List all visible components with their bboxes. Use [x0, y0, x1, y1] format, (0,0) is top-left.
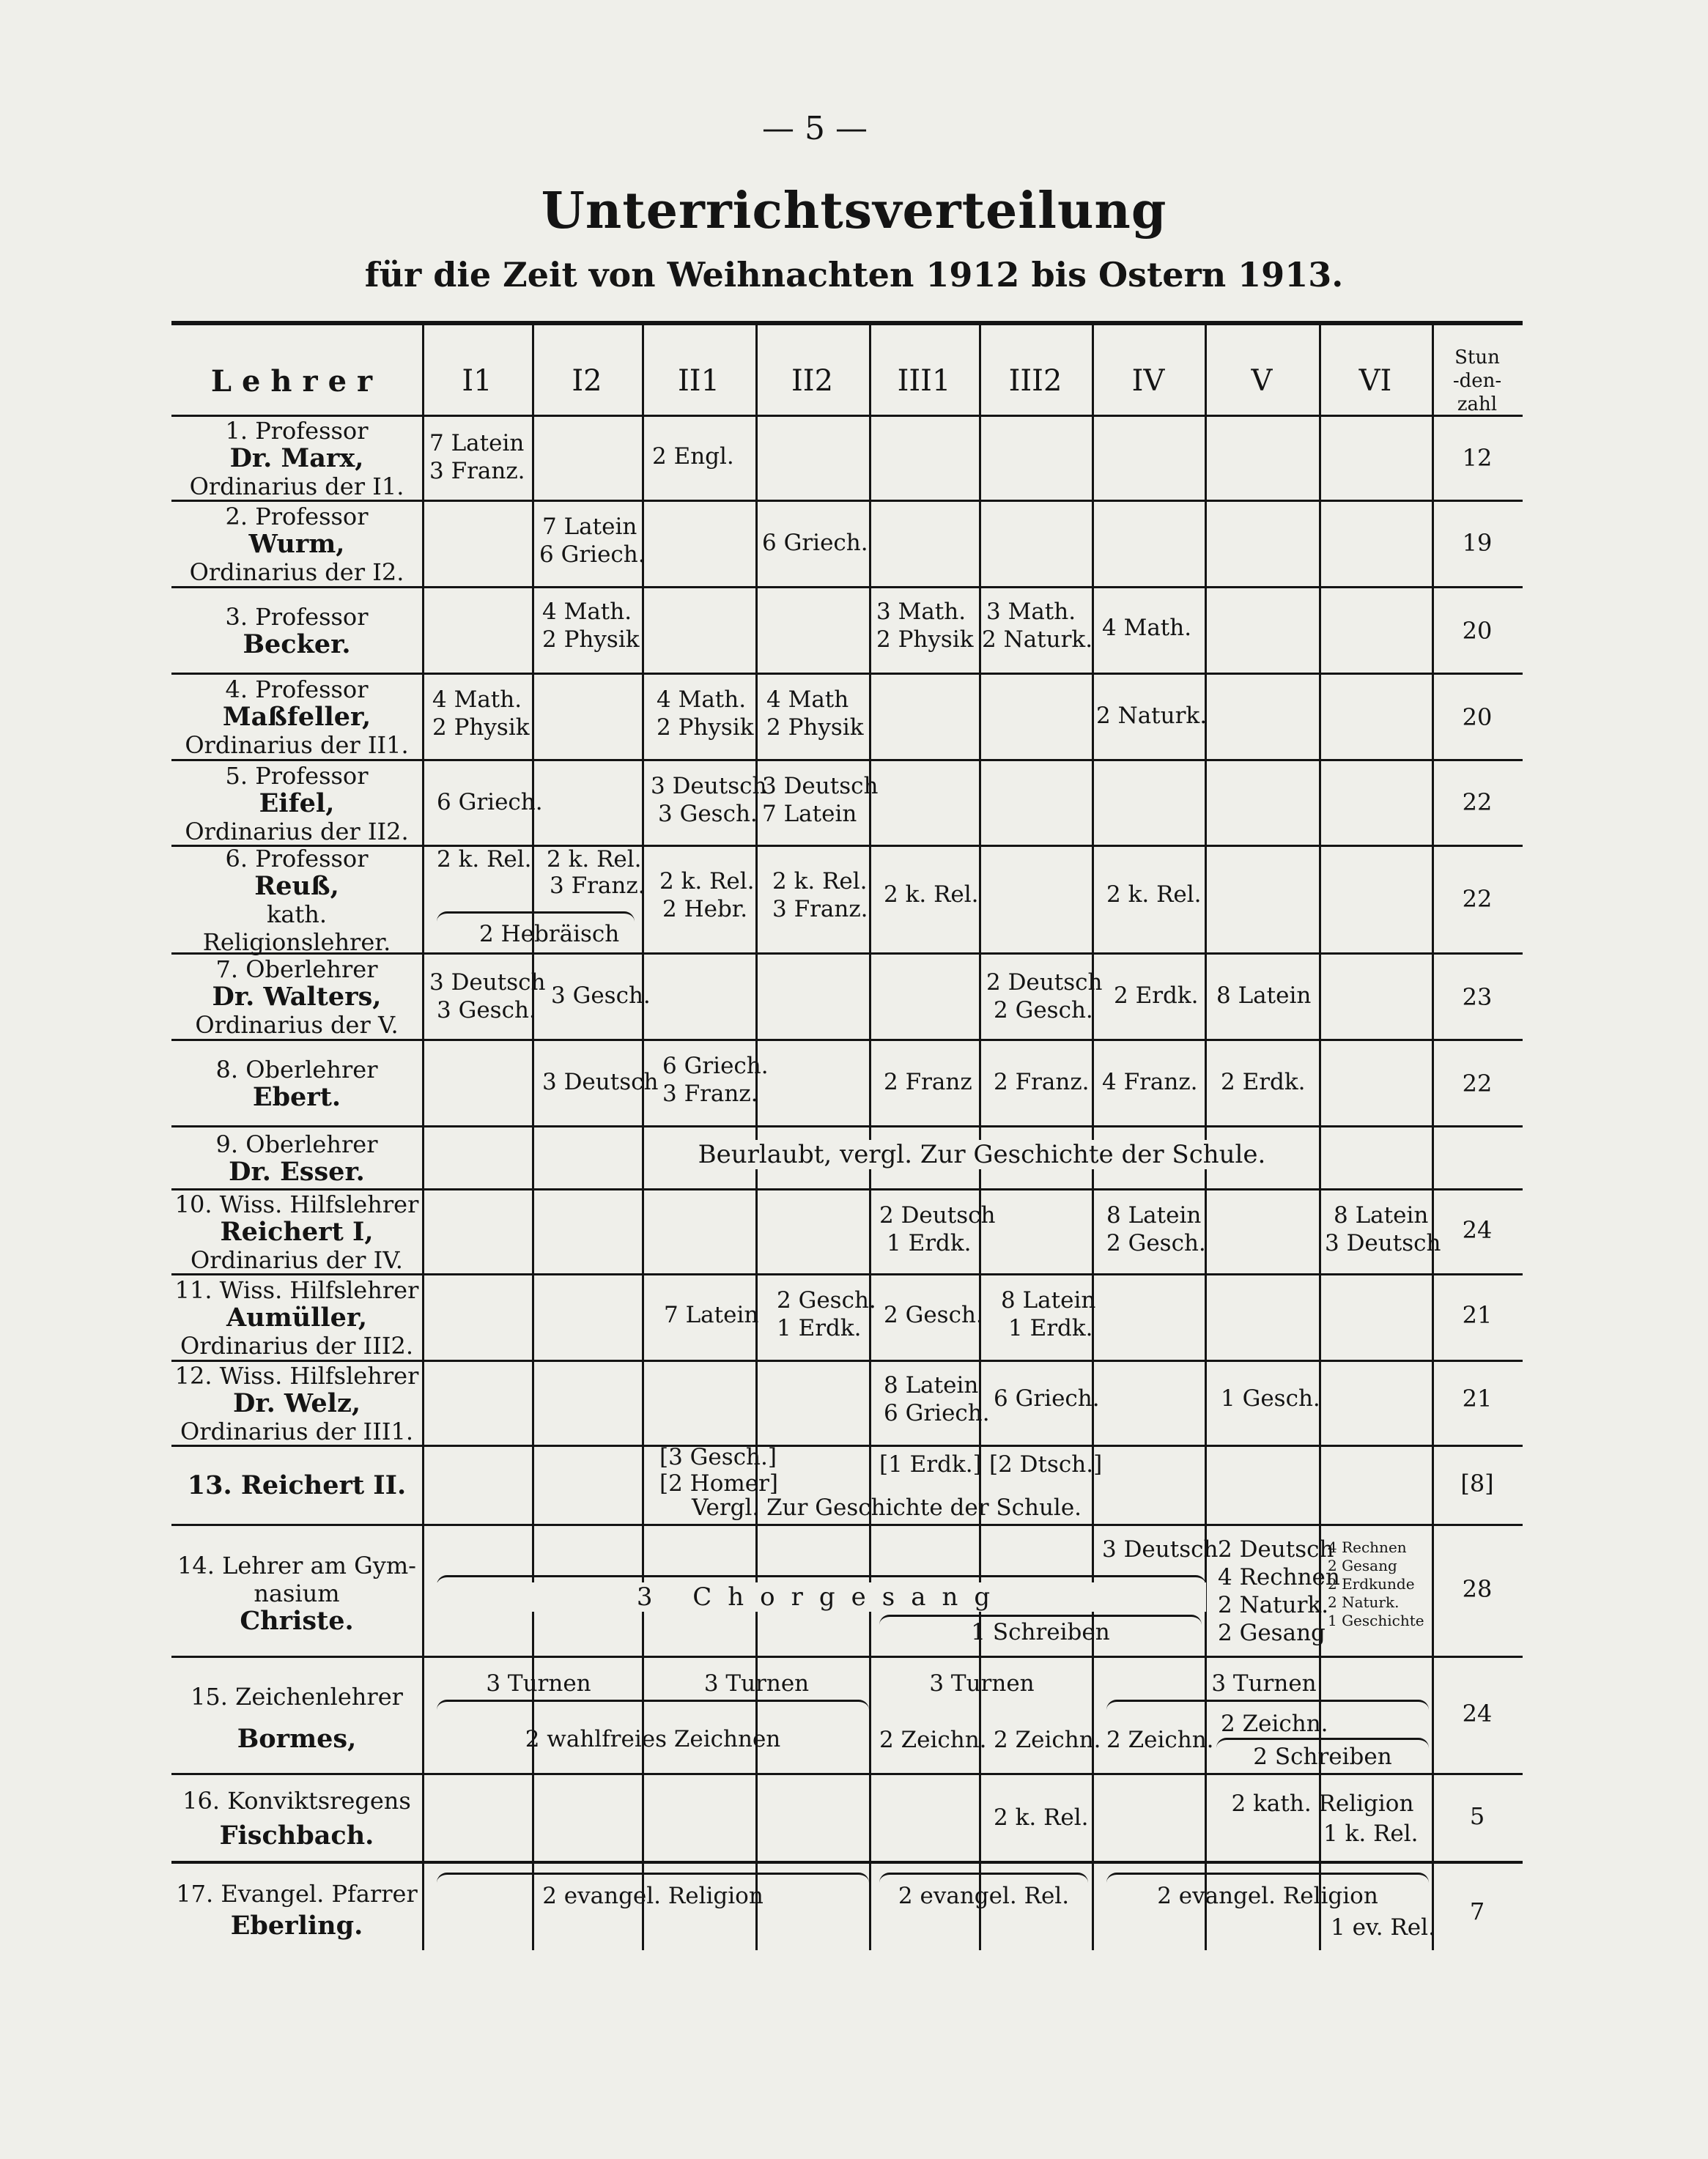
cell: 4 Math. [542, 599, 632, 625]
cell: 2 Naturk. [982, 626, 1093, 653]
teacher-3: 3. Professor Becker. [225, 603, 369, 659]
cell: 3 Deutsch [1325, 1230, 1441, 1256]
cell: 2 Erdk. [1114, 982, 1199, 1009]
header-col-iii1: III1 [897, 364, 951, 398]
cell: 7 Latein [542, 514, 637, 540]
cell: 2 Franz. [994, 1069, 1090, 1095]
cell: 2 k. Rel. [547, 846, 642, 873]
cell: 4 Rechnen [1218, 1564, 1340, 1590]
cell: 2 k. Rel. [884, 881, 979, 908]
cell: 2 k. Rel. [994, 1804, 1089, 1831]
total-11: 21 [1462, 1301, 1493, 1329]
cell: 2 k. Rel. [772, 868, 868, 895]
cell: 3 Math. [876, 599, 966, 625]
cell: 7 Latein [664, 1302, 759, 1328]
cell: 2 Physik [657, 714, 754, 741]
cell: 2 Deutsch [986, 969, 1103, 996]
cell: 3 Deutsch [542, 1069, 659, 1095]
leave-note: Beurlaubt, vergl. Zur Geschichte der Schule. [645, 1140, 1319, 1169]
cell: 3 Math. [986, 599, 1076, 625]
cell: 1 ev. Rel. [1331, 1914, 1435, 1941]
cell: [2 Dtsch.] [989, 1451, 1103, 1478]
cell: 1 Erdk. [777, 1315, 862, 1341]
total-4: 20 [1462, 703, 1493, 731]
cell: 8 Latein [884, 1372, 979, 1399]
teacher-16: 16. Konviktsregens Fischbach. [182, 1787, 411, 1851]
cell: 2 Erdkunde [1328, 1575, 1415, 1593]
total-8: 22 [1462, 1070, 1493, 1097]
total-15: 24 [1462, 1700, 1493, 1727]
teacher-9: 9. Oberlehrer Dr. Esser. [215, 1130, 378, 1187]
cell: 1 Geschichte [1328, 1612, 1424, 1629]
cell: 3 Deutsch [762, 773, 879, 799]
total-17: 7 [1469, 1897, 1485, 1925]
cell: 2 Zeichn. [994, 1727, 1101, 1753]
header-col-ii1: II1 [677, 364, 720, 398]
total-1: 12 [1462, 444, 1493, 472]
cell: 1 Erdk. [887, 1230, 972, 1256]
total-2: 19 [1462, 529, 1493, 557]
cell: 1 k. Rel. [1323, 1821, 1419, 1847]
teacher-7: 7. Oberlehrer Dr. Walters, Ordinarius der V. [195, 955, 399, 1039]
cell: 8 Latein [1216, 982, 1312, 1009]
cell: 3 Franz. [550, 873, 646, 899]
header-col-vi: VI [1358, 364, 1392, 398]
total-10: 24 [1462, 1216, 1493, 1244]
teacher-10: 10. Wiss. Hilfslehrer Reichert I, Ordinarius der IV. [174, 1190, 419, 1274]
brace [437, 1700, 869, 1712]
cell: 2 k. Rel. [1106, 881, 1202, 908]
teacher-17: 17. Evangel. Pfarrer Eberling. [176, 1880, 418, 1941]
header-col-ii2: II2 [791, 364, 834, 398]
cell: 2 k. Rel. [437, 846, 532, 873]
total-14: 28 [1462, 1575, 1493, 1603]
cell: 2 Engl. [652, 443, 734, 470]
cell: 2 evangel. Rel. [898, 1883, 1070, 1909]
cell: 7 Latein [762, 801, 857, 827]
cell: 3 Deutsch [651, 773, 767, 799]
cell: 2 Naturk. [1328, 1593, 1400, 1611]
cell: 2 Physik [876, 626, 974, 653]
cell: 2 Zeichn. [1106, 1727, 1214, 1753]
header-col-i2: I2 [572, 364, 602, 398]
cell: 2 Hebr. [662, 896, 748, 922]
cell: 2 Zeichn. [1221, 1711, 1328, 1737]
cell: 4 Rechnen [1328, 1538, 1407, 1556]
cell: 4 Franz. [1102, 1069, 1198, 1095]
cell: 2 Gesch. [994, 997, 1093, 1023]
teacher-13: 13. Reichert II. [187, 1470, 407, 1500]
cell: 4 Math [766, 686, 849, 713]
cell: 2 Gesch. [777, 1287, 876, 1314]
teacher-4: 4. Professor Maßfeller, Ordinarius der II1. [185, 675, 409, 759]
header-col-iii2: III2 [1008, 364, 1062, 398]
cell: 2 wahlfreies Zeichnen [525, 1726, 781, 1752]
cell: 1 Gesch. [1221, 1385, 1320, 1412]
cell: 3 Turnen [929, 1670, 1035, 1697]
header-col-v: V [1251, 364, 1273, 398]
header-col-iv: IV [1131, 364, 1165, 398]
cell: 6 Griech. [437, 789, 543, 815]
cell: 3 Turnen [486, 1670, 591, 1697]
teacher-15: 15. Zeichenlehrer Bormes, [191, 1683, 403, 1754]
cell: 2 Deutsch [1218, 1536, 1334, 1563]
cell: 4 Math. [1102, 615, 1192, 641]
cell: 2 Physik [432, 714, 530, 741]
cell: 1 Erdk. [1008, 1315, 1093, 1341]
cell: 6 Griech. [762, 530, 868, 556]
cell: 7 Latein [429, 430, 525, 456]
cell: 3 Gesch. [437, 997, 536, 1023]
cell: 6 Griech. [884, 1400, 990, 1426]
page-number: — 5 — [762, 110, 868, 147]
teacher-11: 11. Wiss. Hilfslehrer Aumüller, Ordinarius der III2. [174, 1276, 419, 1360]
cell: 3 Franz. [772, 896, 868, 922]
cell: 2 Physik [766, 714, 864, 741]
cell: 2 Deutsch [879, 1202, 996, 1229]
header-teacher: Lehrer [210, 363, 383, 399]
teacher-12: 12. Wiss. Hilfslehrer Dr. Welz, Ordinarius der III1. [174, 1362, 419, 1445]
cell: 4 Math. [432, 686, 522, 713]
cell: 8 Latein [1334, 1202, 1429, 1229]
cell: 2 Schreiben [1253, 1744, 1392, 1770]
cell: 2 evangel. Religion [1157, 1883, 1378, 1909]
cell: 6 Griech. [539, 541, 646, 568]
cell: [3 Gesch.] [659, 1444, 777, 1470]
cell: 6 Griech. [662, 1053, 769, 1079]
cell: 3 Deutsch [1102, 1536, 1219, 1563]
teacher-6: 6. Professor Reuß, kath. Religionslehrer. [202, 844, 391, 956]
cell: 3 Franz. [662, 1081, 758, 1107]
cell: 8 Latein [1001, 1287, 1096, 1314]
cell: 2 Hebräisch [479, 921, 620, 947]
cell: 2 Naturk. [1096, 703, 1208, 729]
total-12: 21 [1462, 1385, 1493, 1412]
cell: 3 Turnen [703, 1670, 810, 1697]
teacher-14: 14. Lehrer am Gym- nasium Christe. [177, 1552, 416, 1636]
cell: 2 Gesch. [884, 1302, 983, 1328]
total-13: [8] [1460, 1470, 1494, 1497]
cell: 3 Franz. [429, 458, 525, 484]
cell: 2 Franz [884, 1069, 972, 1095]
cell: 2 Gesch. [1106, 1230, 1206, 1256]
cell: 3 Chorgesang [437, 1582, 1206, 1612]
total-5: 22 [1462, 788, 1493, 816]
cell: 1 Schreiben [971, 1619, 1110, 1645]
total-6: 22 [1462, 885, 1493, 913]
cell: 3 Deutsch [429, 969, 546, 996]
cell: Vergl. Zur Geschichte der Schule. [691, 1495, 1082, 1521]
cell: 2 Erdk. [1221, 1069, 1306, 1095]
cell: 3 Turnen [1211, 1670, 1317, 1697]
teacher-2: 2. Professor Wurm, Ordinarius der I2. [189, 503, 404, 586]
cell: 4 Math. [657, 686, 747, 713]
cell: [2 Homer] [659, 1470, 779, 1497]
cell: 2 k. Rel. [659, 868, 755, 895]
cell: 8 Latein [1106, 1202, 1202, 1229]
cell: 2 Gesang [1328, 1557, 1397, 1574]
cell: [1 Erdk.] [879, 1451, 982, 1478]
cell: 2 Zeichn. [879, 1727, 987, 1753]
teacher-8: 8. Oberlehrer Ebert. [215, 1056, 378, 1112]
total-3: 20 [1462, 617, 1493, 645]
page-title: Unterrichtsverteilung [541, 182, 1167, 240]
teacher-5: 5. Professor Eifel, Ordinarius der II2. [185, 761, 409, 845]
cell: 2 Gesang [1218, 1620, 1326, 1646]
header-col-i1: I1 [462, 364, 492, 398]
cell: 2 kath. Religion [1231, 1790, 1414, 1817]
cell: 3 Gesch. [551, 982, 651, 1009]
total-16: 5 [1469, 1802, 1485, 1830]
cell: 2 Naturk. [1218, 1592, 1329, 1618]
cell: 3 Gesch. [658, 801, 758, 827]
cell: 2 evangel. Religion [542, 1883, 764, 1909]
cell: 2 Physik [542, 626, 640, 653]
teacher-1: 1. Professor Dr. Marx, Ordinarius der I1. [189, 417, 404, 500]
header-total: Stun-den-zahl [1452, 347, 1502, 415]
page-subtitle: für die Zeit von Weihnachten 1912 bis Ostern 1913. [364, 255, 1344, 295]
total-7: 23 [1462, 983, 1493, 1011]
cell: 6 Griech. [994, 1385, 1100, 1412]
